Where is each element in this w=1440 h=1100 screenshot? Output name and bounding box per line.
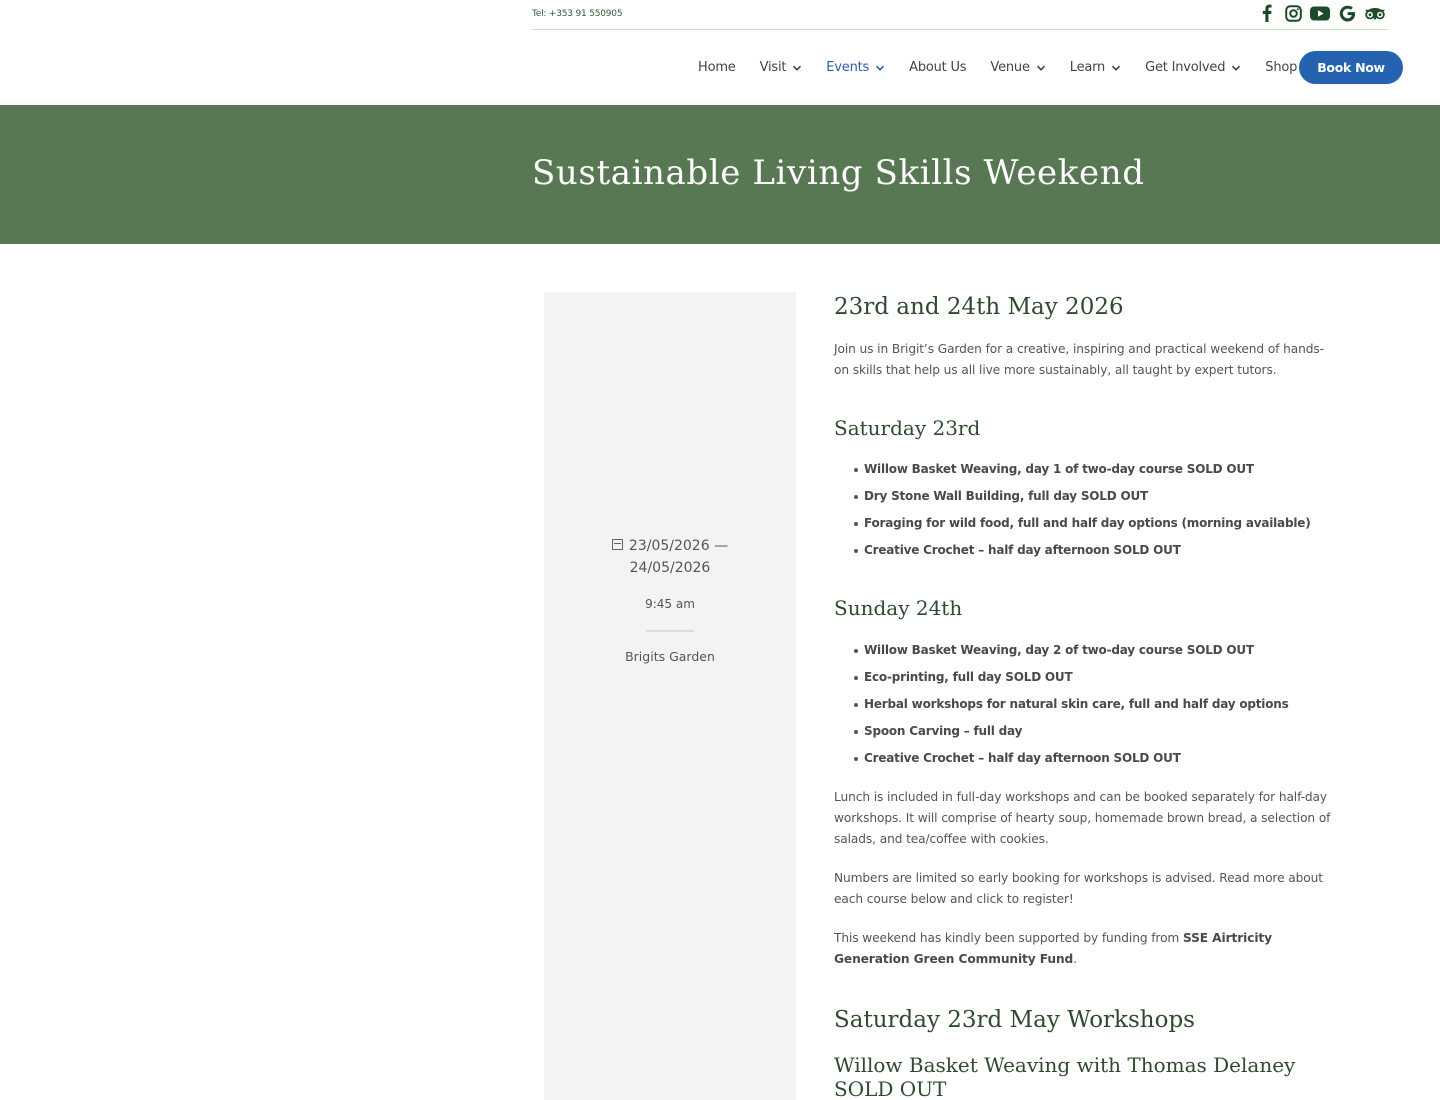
nav-shop[interactable]: Shop — [1265, 60, 1298, 75]
event-venue: Brigits Garden — [625, 649, 715, 664]
event-end-date: 24/05/2026 — [629, 560, 711, 576]
nav-visit-label: Visit — [759, 60, 787, 75]
nav-events[interactable] — [826, 60, 885, 75]
list-item: Eco-printing, full day SOLD OUT — [834, 668, 1289, 695]
list-item: Spoon Carving – full day — [834, 722, 1289, 749]
chevron-down-icon — [1036, 63, 1046, 73]
nav-venue[interactable] — [990, 60, 1045, 75]
list-item: Willow Basket Weaving, day 2 of two-day course SOLD OUT — [834, 641, 1289, 668]
event-start-date: 23/05/2026 — — [628, 538, 729, 554]
nav-get-involved-label: Get Involved — [1145, 60, 1226, 75]
event-dates — [544, 535, 796, 579]
youtube-icon[interactable] — [1310, 3, 1330, 23]
saturday-list — [834, 460, 1310, 568]
nav-venue-label: Venue — [990, 60, 1030, 75]
event-sidebar — [544, 292, 796, 1100]
divider — [646, 630, 694, 632]
nav-learn-label: Learn — [1069, 60, 1106, 75]
list-item: Willow Basket Weaving, day 1 of two-day course SOLD OUT — [834, 460, 1310, 487]
intro-text: Join us in Brigit’s Garden for a creative, inspiring and practical weekend of hands-on skills that help us all live more sustainably, all taught by expert tutors. — [834, 342, 1324, 377]
top-bar — [532, 0, 1388, 30]
instagram-icon[interactable] — [1284, 3, 1302, 23]
phone-number[interactable]: Tel: +353 91 550905 — [532, 9, 623, 19]
chevron-down-icon — [875, 63, 885, 73]
booking-text: Numbers are limited so early booking for workshops is advised. Read more about each course below and click to register! — [834, 871, 1323, 906]
list-item: Creative Crochet – half day afternoon SOLD OUT — [834, 749, 1289, 776]
nav-get-involved[interactable] — [1145, 60, 1241, 75]
nav-home[interactable]: Home — [698, 60, 736, 75]
book-now-button[interactable]: Book Now — [1299, 51, 1403, 84]
calendar-icon — [612, 539, 623, 550]
nav-visit[interactable] — [760, 60, 803, 75]
saturday-heading: Saturday 23rd — [834, 416, 981, 440]
chevron-down-icon — [792, 63, 802, 73]
tripadvisor-icon[interactable] — [1364, 3, 1386, 23]
funding-prefix: This weekend has kindly been supported by funding from — [834, 931, 1183, 945]
main-nav — [698, 50, 1321, 85]
workshops-heading: Saturday 23rd May Workshops — [834, 1007, 1195, 1033]
funding-suffix: . — [1073, 952, 1077, 966]
list-item: Creative Crochet – half day afternoon SOLD OUT — [834, 541, 1310, 568]
google-icon[interactable] — [1338, 3, 1356, 23]
social-links — [1258, 3, 1386, 23]
event-time: 9:45 am — [645, 597, 695, 611]
course-heading: Willow Basket Weaving with Thomas Delaney SOLD OUT — [834, 1053, 1296, 1100]
event-date-heading: 23rd and 24th May 2026 — [834, 294, 1124, 320]
chevron-down-icon — [1111, 63, 1121, 73]
page-title: Sustainable Living Skills Weekend — [532, 153, 1145, 193]
sunday-list — [834, 641, 1289, 776]
chevron-down-icon — [1231, 63, 1241, 73]
list-item: Dry Stone Wall Building, full day SOLD OUT — [834, 487, 1310, 514]
nav-learn[interactable] — [1070, 60, 1121, 75]
list-item: Herbal workshops for natural skin care, full and half day options — [834, 695, 1289, 722]
list-item: Foraging for wild food, full and half day options (morning available) — [834, 514, 1310, 541]
nav-about[interactable]: About Us — [909, 60, 967, 75]
facebook-icon[interactable] — [1258, 3, 1276, 23]
sunday-heading: Sunday 24th — [834, 596, 963, 620]
funding-name: SSE Airtricity Generation Green Community Fund — [834, 931, 1272, 966]
nav-events-label: Events — [826, 60, 870, 75]
funding-text — [834, 928, 1339, 970]
lunch-text: Lunch is included in full-day workshops and can be booked separately for half-day workshops. It will comprise of hearty soup, homemade brown bread, a selection of salads, and tea/coffee with cookies. — [834, 790, 1331, 846]
hero-banner — [0, 105, 1440, 244]
